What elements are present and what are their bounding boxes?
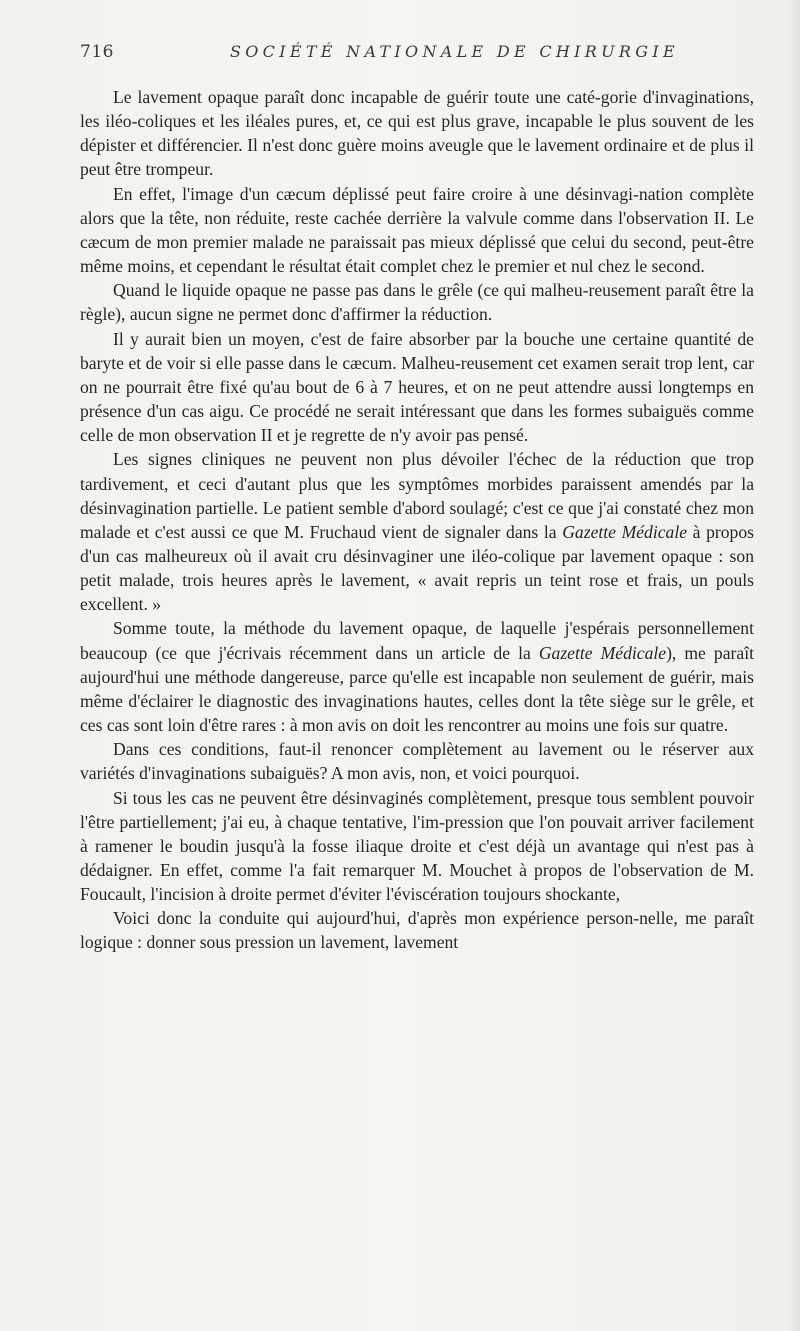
paragraph-6-part-1: Somme toute, la méthode du lavement opaque, de laquelle j'espérais personnellement beaucoup (ce que j'écrivais récemment dans un article de la <box>80 618 754 663</box>
journal-citation: Gazette Médicale <box>562 521 688 542</box>
journal-citation: Gazette Médicale <box>538 642 667 663</box>
paragraph-1: Le lavement opaque paraît donc incapable de guérir toute une caté-gorie d'invaginations, les iléo-coliques et les iléales pures, et, ce qui est plus grave, incapable le plus souvent de les dépister et différencier. Il n'est donc guère moins aveugle que le lavement ordinaire et de plus il peut être trompeur. <box>80 87 754 180</box>
body-text <box>80 85 754 955</box>
page-number: 716 <box>80 42 114 62</box>
paragraph-5-part-1: Les signes cliniques ne peuvent non plus dévoiler l'échec de la réduction que trop tardivement, et ceci d'autant plus que les symptômes morbides paraissent amendés par la désinvagination partielle. Le patient semble d'abord soulagé; c'est ce que j'ai constaté chez mon malade et c'est aussi ce que M. Fruchaud vient de signaler dans la <box>80 449 754 542</box>
paragraph-2: En effet, l'image d'un cæcum déplissé peut faire croire à une désinvagi-nation complète alors que la tête, non réduite, reste cachée derrière la valvule comme dans l'observation II. Le cæcum de mon premier malade ne paraissait pas mieux déplissé que celui du second, peut-être même moins, et cependant le résultat était complet chez le premier et nul chez le second. <box>80 183 754 277</box>
paragraph-3: Quand le liquide opaque ne passe pas dans le grêle (ce qui malheu-reusement paraît être la règle), aucun signe ne permet donc d'affirmer la réduction. <box>80 280 754 325</box>
paragraph-8: Si tous les cas ne peuvent être désinvaginés complètement, presque tous semblent pouvoir l'être partiellement; j'ai eu, à chaque tentative, l'im-pression que l'on pouvait arriver facilement à ramener le boudin jusqu'à la fosse iliaque droite et c'est déjà un avantage qui n'est pas à dédaigner. En effet, comme l'a fait remarquer M. Mouchet à propos de l'observation de M. Foucault, l'incision à droite permet d'éviter l'éviscération toujours shockante, <box>80 787 754 905</box>
paragraph-5 <box>80 447 754 616</box>
running-head <box>80 42 753 68</box>
paragraph-4: Il y aurait bien un moyen, c'est de faire absorber par la bouche une certaine quantité de baryte et de voir si elle passe dans le cæcum. Malheu-reusement cet examen serait trop lent, car on ne pourrait être fixé qu'au bout de 6 à 7 heures, et on ne peut attendre aussi longtemps en présence d'un cas aigu. Ce procédé ne serait intéressant que dans les formes subaiguës comme celle de mon observation II et je regrette de n'y avoir pas pensé. <box>80 328 754 446</box>
paragraph-6 <box>80 616 754 737</box>
journal-title: SOCIÉTÉ NATIONALE DE CHIRURGIE <box>230 42 679 61</box>
paragraph-5-part-2: à propos d'un cas malheureux où il avait cru désinvaginer une iléo-colique par lavement opaque : son petit malade, trois heures après le lavement, « avait repris un teint rose et frais, un pouls excellent. » <box>80 521 754 615</box>
paragraph-9: Voici donc la conduite qui aujourd'hui, d'après mon expérience person-nelle, me paraît logique : donner sous pression un lavement, lavement <box>80 908 754 953</box>
paragraph-7: Dans ces conditions, faut-il renoncer complètement au lavement ou le réserver aux variétés d'invaginations subaiguës? A mon avis, non, et voici pourquoi. <box>80 739 754 784</box>
paragraph-6-part-2: ), me paraît aujourd'hui une méthode dangereuse, parce qu'elle est incapable non seulement de guérir, mais même d'éclairer le diagnostic des invaginations hautes, celles dont la tête siège sur le grêle, et ces cas sont loin d'être rares : à mon avis on doit les rencontrer au moins une fois sur quatre. <box>80 642 754 736</box>
page-edge-shadow <box>786 0 800 1331</box>
